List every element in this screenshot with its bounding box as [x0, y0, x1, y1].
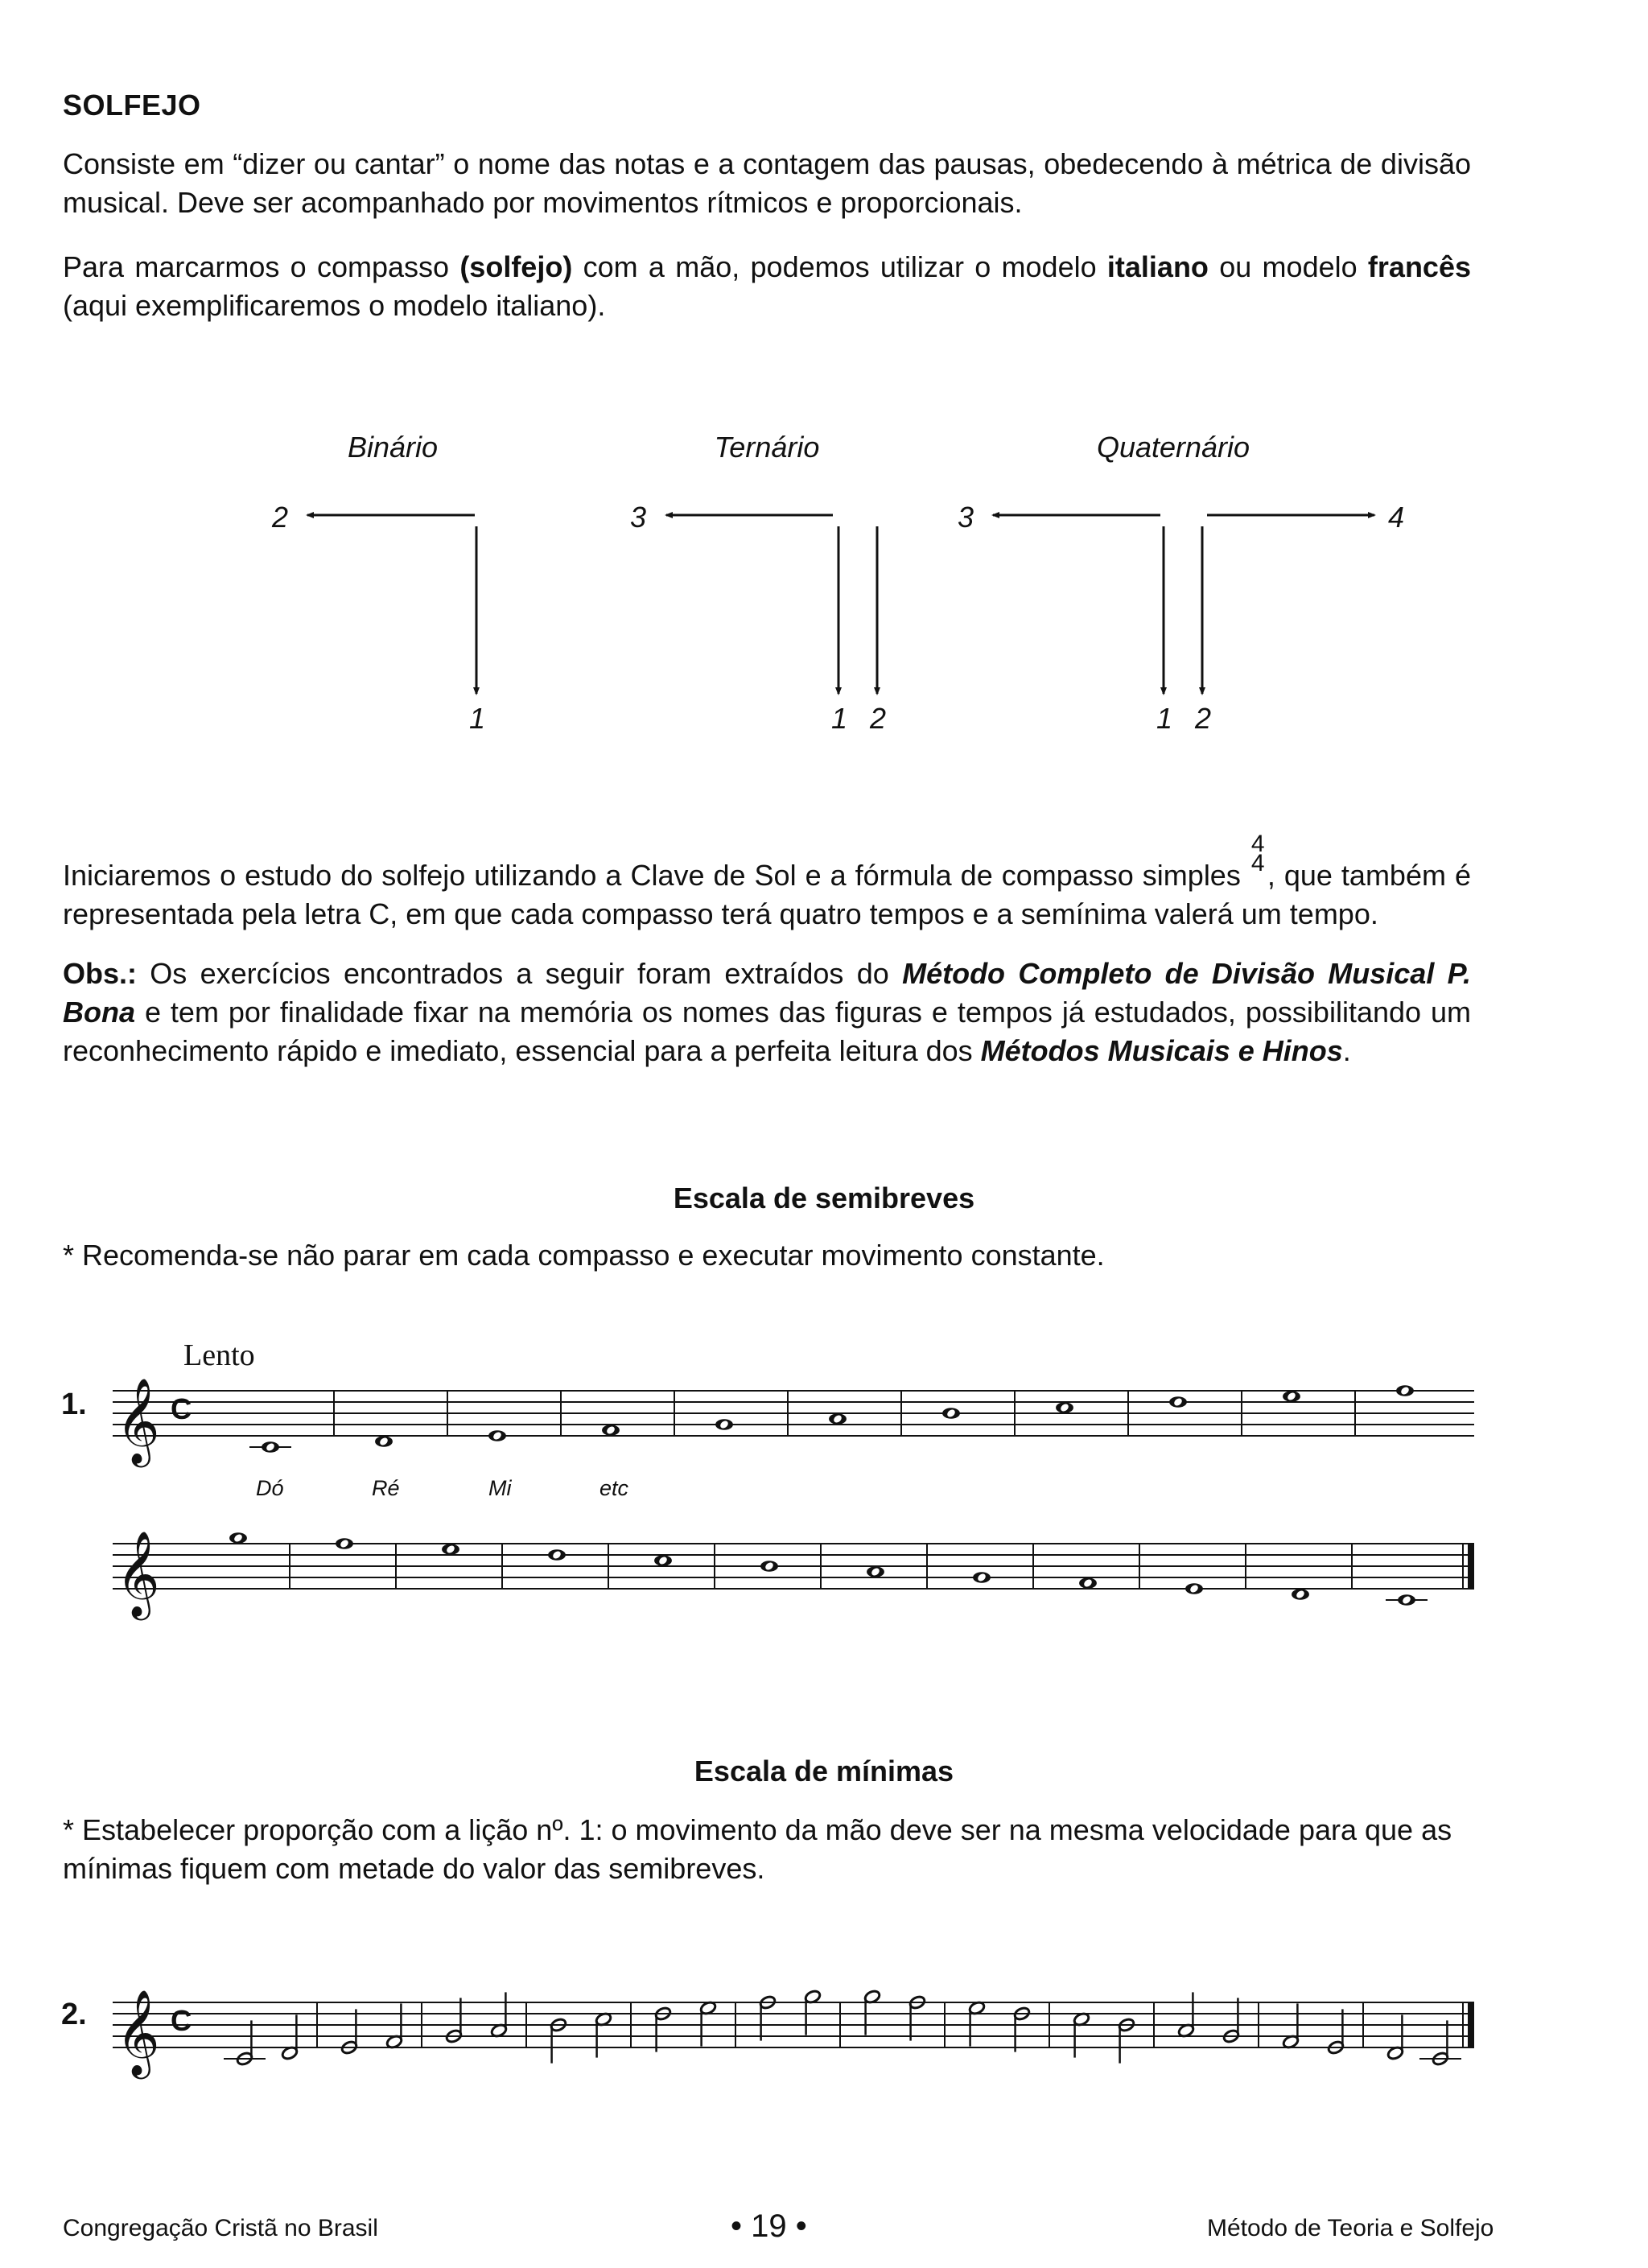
ternario-left-num: 3: [630, 501, 647, 534]
half-note: [863, 1990, 881, 2035]
binario-label: Binário: [347, 431, 439, 464]
binario-arrows: [307, 515, 476, 694]
paragraph-obs: [63, 955, 1471, 1070]
ternario-bottom-num-2: 2: [870, 702, 887, 735]
whole-note: [548, 1549, 566, 1560]
p2-text: ou modelo: [1208, 250, 1368, 283]
quaternario-left-num: 3: [958, 501, 974, 534]
half-note: [804, 1990, 822, 2035]
paragraph-compasso: [63, 831, 1471, 934]
half-note: [1282, 2003, 1300, 2049]
obs-text: Os exercícios encontrados a seguir foram extraídos do: [137, 957, 903, 990]
common-time-icon: C: [171, 2004, 192, 2037]
binario-bottom-num: 1: [469, 702, 486, 735]
whole-note: [715, 1419, 733, 1429]
whole-note: [1396, 1385, 1414, 1396]
whole-note: [602, 1425, 620, 1435]
p2-solfejo: (solfejo): [459, 250, 573, 283]
p2-frances: francês: [1367, 250, 1471, 283]
intro-paragraph-2: [63, 248, 1471, 325]
half-note: [281, 2014, 299, 2060]
half-note: [490, 1992, 508, 2038]
whole-note: [973, 1572, 991, 1582]
exercise-1-note: * Recomenda-se não parar em cada compasso e executar movimento constante.: [63, 1239, 1105, 1272]
intro-paragraph-1: Consiste em “dizer ou cantar” o nome das notas e a contagem das pausas, obedecendo à métrica de divisão musical. Deve ser acompanhado por movimentos rítmicos e proporcionais.: [63, 147, 1471, 219]
whole-note: [760, 1561, 778, 1571]
quaternario-bottom-num-2: 2: [1195, 702, 1212, 735]
treble-clef-icon: 𝄞: [116, 1531, 160, 1615]
whole-note: [262, 1441, 279, 1452]
fraction-top: 4: [1250, 831, 1265, 857]
syllable-etc: etc: [599, 1476, 629, 1500]
syllable-mi: Mi: [488, 1476, 512, 1500]
treble-clef-icon: 𝄞: [116, 1990, 160, 2074]
obs-methods-hymns: Métodos Musicais e Hinos: [980, 1034, 1343, 1067]
p3-text: , que também é representada pela letra C, em que cada compasso terá quatro tempos e a semínima valerá um tempo.: [63, 859, 1471, 930]
obs-method-title: Método Completo de Divisão Musical P. Bona: [63, 957, 1471, 1029]
ternario-label: Ternário: [714, 431, 820, 464]
syllable-re: Ré: [372, 1476, 400, 1500]
p2-text: (aqui exemplificaremos o modelo italiano).: [63, 289, 606, 322]
page-number: • 19 •: [731, 2208, 807, 2244]
whole-note: [829, 1413, 847, 1424]
half-note: [385, 2003, 403, 2049]
treble-clef-icon: 𝄞: [116, 1378, 160, 1462]
common-time-icon: C: [171, 1392, 192, 1425]
staff-exercise-1-line-1: [0, 1352, 1648, 1481]
exercise-1-heading: Escala de semibreves: [673, 1181, 975, 1214]
staff-exercise-2: [0, 1940, 1648, 2101]
whole-note: [1056, 1402, 1073, 1412]
quaternario-arrows: [993, 515, 1374, 694]
obs-text: .: [1342, 1034, 1351, 1067]
fraction-bottom: 4: [1250, 850, 1265, 876]
whole-note: [1292, 1589, 1309, 1599]
p2-italiano: italiano: [1106, 250, 1209, 283]
quaternario-label: Quaternário: [1096, 431, 1250, 464]
quaternario-right-num: 4: [1388, 501, 1405, 534]
whole-note: [375, 1436, 393, 1446]
footer-left: Congregação Cristã no Brasil: [63, 2215, 378, 2241]
ternario-bottom-num-1: 1: [831, 702, 848, 735]
tempo-marking: Lento: [183, 1338, 255, 1372]
whole-note: [1169, 1396, 1187, 1407]
half-note: [699, 2001, 717, 2047]
whole-note: [1185, 1583, 1203, 1594]
footer-right: Método de Teoria e Solfejo: [1207, 2215, 1494, 2241]
half-note: [1177, 1992, 1195, 2038]
p2-text: com a mão, podemos utilizar o modelo: [572, 250, 1107, 283]
whole-note: [229, 1532, 247, 1543]
final-barline-thick: [1468, 2002, 1474, 2047]
exercise-1-number: 1.: [61, 1388, 87, 1421]
syllable-do: Dó: [256, 1476, 284, 1500]
p2-text: Para marcarmos o compasso: [63, 250, 460, 283]
whole-note: [488, 1430, 506, 1441]
obs-text: e tem por finalidade fixar na memória os nomes das figuras e tempos já estudados, possibilitando um reconhecimento rápido e imediato, essencial para a perfeita leitura dos: [63, 996, 1471, 1067]
exercise-2-note: * Estabelecer proporção com a lição nº. 1: o movimento da mão deve ser na mesma velocidade para que as mínimas fiquem com metade do valor das semibreves.: [63, 1813, 1452, 1885]
half-note: [968, 2001, 986, 2047]
ternario-arrows: [666, 515, 877, 694]
half-note: [595, 2012, 612, 2058]
binario-left-num: 2: [272, 501, 289, 534]
whole-note: [442, 1544, 459, 1554]
whole-note: [1079, 1577, 1097, 1588]
exercise-2-number: 2.: [61, 1998, 87, 2031]
final-barline-thick: [1468, 1544, 1474, 1589]
p3-text: Iniciaremos o estudo do solfejo utilizando a Clave de Sol e a fórmula de compasso simples: [63, 859, 1250, 892]
half-note: [1386, 2014, 1404, 2060]
whole-note: [942, 1408, 960, 1418]
half-note: [1073, 2012, 1090, 2058]
exercise-2-heading: Escala de mínimas: [694, 1755, 954, 1788]
whole-note: [1398, 1594, 1415, 1605]
whole-note: [654, 1555, 672, 1565]
time-fraction: [1250, 831, 1267, 895]
obs-label: Obs.:: [63, 957, 138, 990]
section-title: SOLFEJO: [63, 89, 201, 122]
whole-note: [1283, 1391, 1300, 1401]
whole-note: [867, 1566, 884, 1577]
staff-exercise-1-line-2: [0, 1505, 1648, 1634]
quaternario-bottom-num-1: 1: [1156, 702, 1173, 735]
whole-note: [336, 1538, 353, 1548]
